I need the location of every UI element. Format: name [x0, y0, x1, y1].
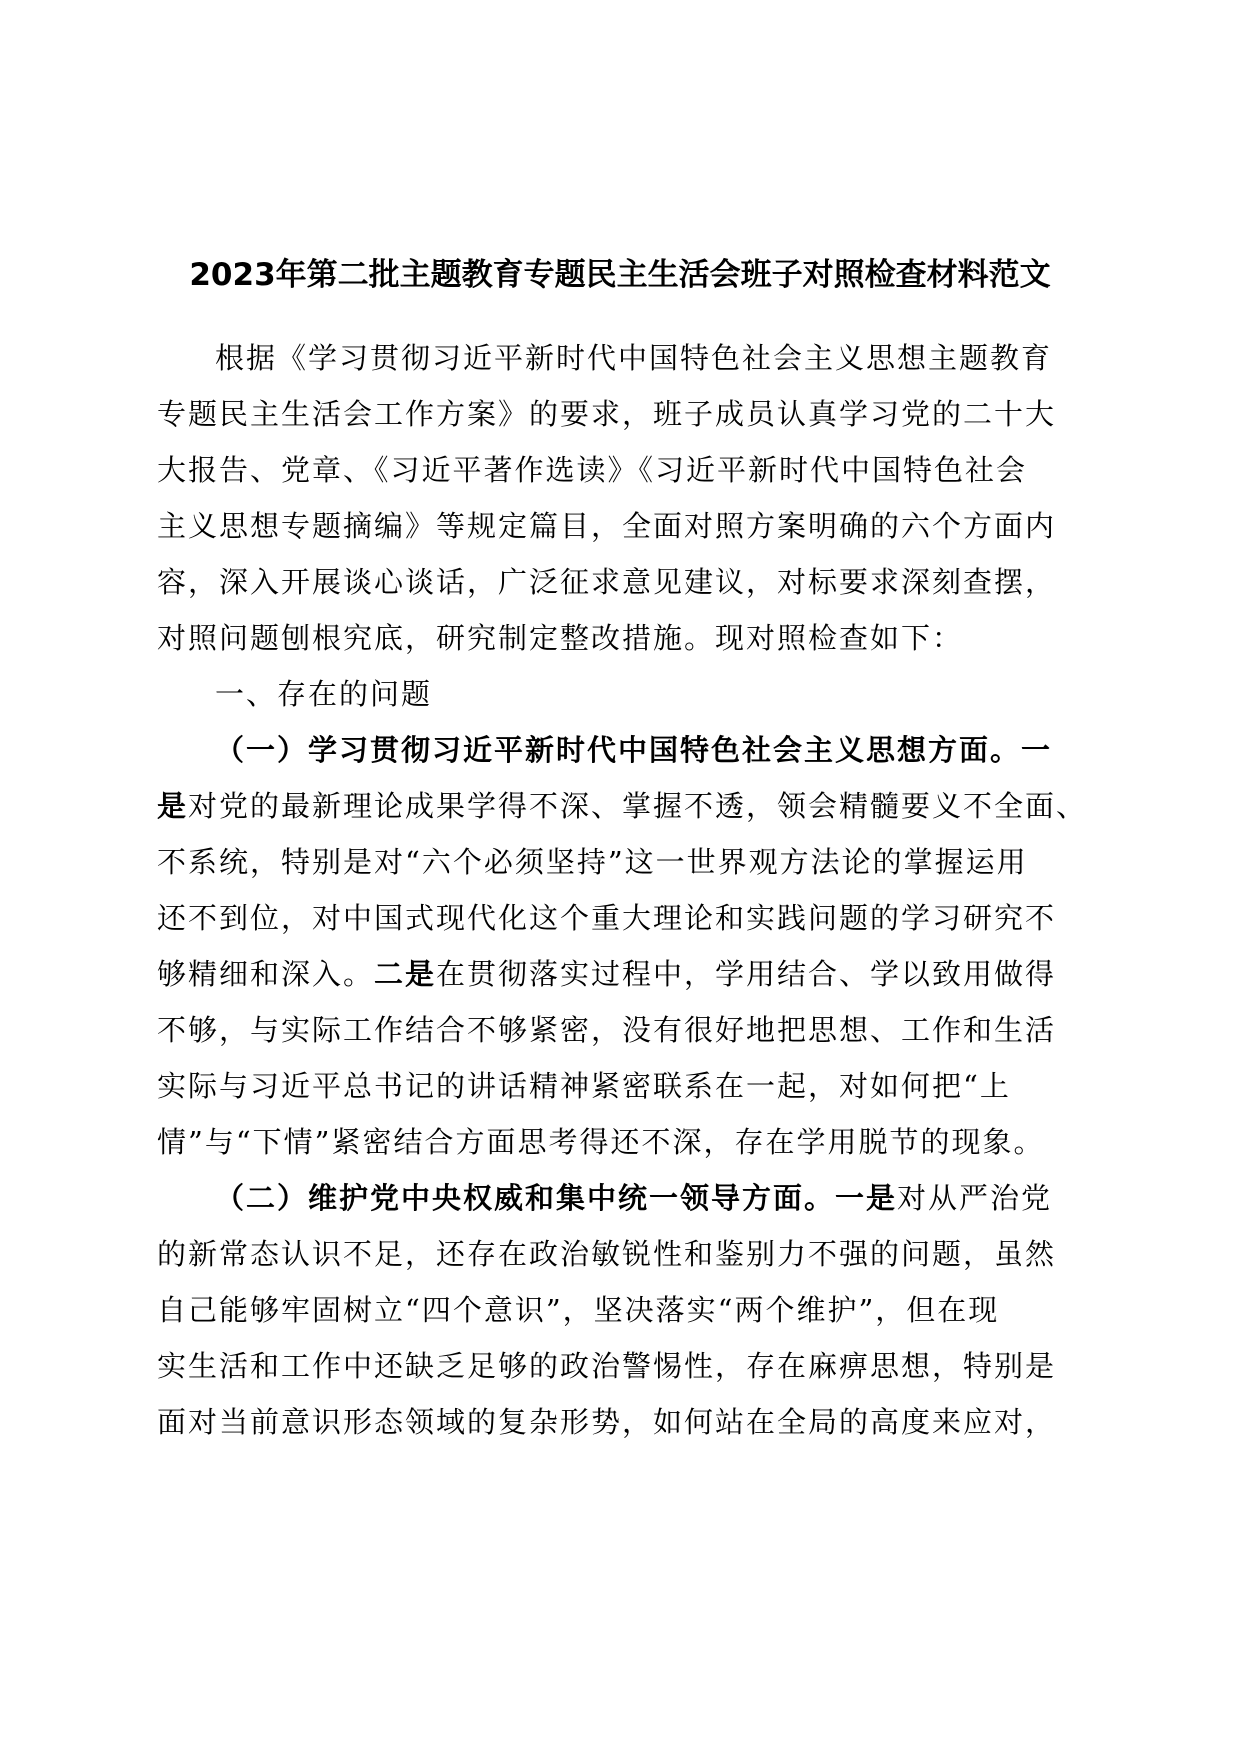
intro-line-4: 主义思想专题摘编》等规定篇目，全面对照方案明确的六个方面内 — [157, 509, 1057, 543]
intro-line-5: 容，深入开展谈心谈话，广泛征求意见建议，对标要求深刻查摆， — [157, 565, 1057, 599]
document-title: 2023年第二批主题教育专题民主生活会班子对照检查材料范文 — [189, 257, 1051, 293]
p1-line-8: 情”与“下情”紧密结合方面思考得还不深，存在学用脱节的现象。 — [157, 1125, 1045, 1159]
p1-l2-text: 对党的最新理论成果学得不深、掌握不透，领会精髓要义不全面、 — [188, 789, 1088, 823]
p1-heading: （一）学习贯彻习近平新时代中国特色社会主义思想方面。一 — [215, 733, 1053, 767]
p1-l2-bold: 是 — [157, 789, 189, 823]
p1-line-3: 不系统，特别是对“六个必须坚持”这一世界观方法论的掌握运用 — [157, 845, 1028, 879]
p1-line-6: 不够，与实际工作结合不够紧密，没有很好地把思想、工作和生活 — [157, 1013, 1057, 1047]
p2-line-3: 自己能够牢固树立“四个意识”，坚决落实“两个维护”，但在现 — [157, 1293, 1000, 1327]
p2-line-1 — [215, 1178, 1052, 1218]
p2-line-5: 面对当前意识形态领域的复杂形势，如何站在全局的高度来应对， — [157, 1405, 1057, 1439]
p1-line-4: 还不到位，对中国式现代化这个重大理论和实践问题的学习研究不 — [157, 901, 1057, 935]
p2-heading: （二）维护党中央权威和集中统一领导方面。一是 — [215, 1181, 898, 1215]
p1-l5-bold: 二是 — [374, 957, 437, 991]
p1-line-2 — [157, 786, 1087, 826]
p1-l5-text: 在贯彻落实过程中，学用结合、学以致用做得 — [436, 957, 1057, 991]
p1-line-7: 实际与习近平总书记的讲话精神紧密联系在一起，对如何把“上 — [157, 1069, 1011, 1103]
p1-line-5 — [157, 954, 1056, 994]
intro-line-2: 专题民主生活会工作方案》的要求，班子成员认真学习党的二十大 — [157, 397, 1057, 431]
p2-l1-text: 对从严治党 — [897, 1181, 1053, 1215]
p2-line-2: 的新常态认识不足，还存在政治敏锐性和鉴别力不强的问题，虽然 — [157, 1237, 1057, 1271]
p2-line-4: 实生活和工作中还缺乏足够的政治警惕性，存在麻痹思想，特别是 — [157, 1349, 1057, 1383]
intro-line-6: 对照问题刨根究底，研究制定整改措施。现对照检查如下： — [157, 621, 964, 655]
intro-line-3: 大报告、党章、《习近平著作选读》《习近平新时代中国特色社会 — [157, 453, 1028, 487]
section-heading-problems: 一、存在的问题 — [215, 677, 433, 711]
p1-l5-pre: 够精细和深入。 — [157, 957, 375, 991]
intro-line-1: 根据《学习贯彻习近平新时代中国特色社会主义思想主题教育 — [215, 341, 1053, 375]
